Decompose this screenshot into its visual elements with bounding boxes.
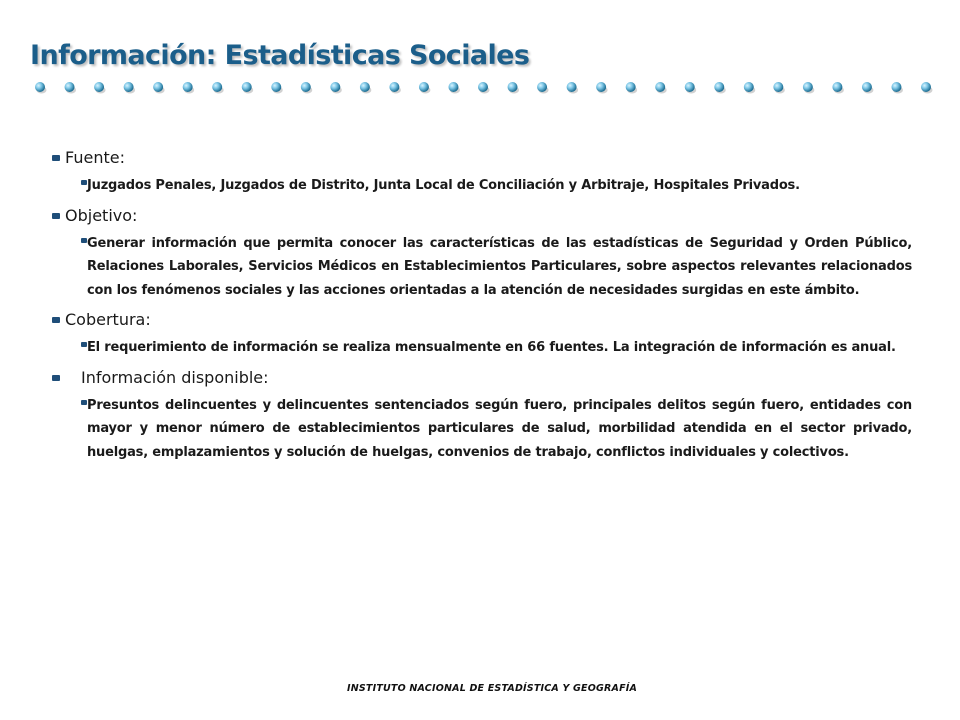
decorative-dot-divider [30, 78, 940, 98]
bullet-square-icon [52, 317, 60, 323]
divider-dot [153, 82, 163, 92]
divider-dot [271, 82, 281, 92]
bullet-square-icon [52, 155, 60, 161]
divider-dot [65, 82, 75, 92]
divider-dot [360, 82, 370, 92]
slide-title: Información: Estadísticas Sociales [30, 40, 530, 71]
divider-dot [714, 82, 724, 92]
divider-dot [242, 82, 252, 92]
divider-dot [508, 82, 518, 92]
divider-dot [330, 82, 340, 92]
divider-dot [183, 82, 193, 92]
sub-bullet-square-icon [81, 238, 87, 243]
divider-dot [626, 82, 636, 92]
bullet-square-icon [52, 375, 60, 381]
divider-dot [567, 82, 577, 92]
divider-dot [35, 82, 45, 92]
section-heading [52, 368, 912, 388]
section-fuente [52, 148, 912, 198]
section-heading [52, 148, 912, 168]
divider-dot [685, 82, 695, 92]
section-item-text: Juzgados Penales, Juzgados de Distrito, Junta Local de Conciliación y Arbitraje, Hospitales Privados. [87, 178, 800, 193]
divider-dot [389, 82, 399, 92]
section-item-text: Presuntos delincuentes y delincuentes sentenciados según fuero, principales delitos según fuero, entidades con mayor y menor número de establecimientos particulares de salud, morbilidad atendida en el sector privado, huelgas, emplazamientos y solución de huelgas, convenios de trabajo, conflictos individuales y colectivos. [87, 397, 912, 460]
divider-dot [212, 82, 222, 92]
section-heading [52, 206, 912, 226]
divider-dot [744, 82, 754, 92]
divider-dot [803, 82, 813, 92]
divider-dot [921, 82, 931, 92]
slide-body [52, 148, 912, 472]
section-item [87, 394, 912, 465]
sub-bullet-square-icon [81, 342, 87, 347]
section-item [87, 174, 912, 198]
section-heading [52, 310, 912, 330]
divider-dot [478, 82, 488, 92]
divider-dot [301, 82, 311, 92]
section-heading-text: Fuente: [65, 148, 125, 167]
section-heading-text: Objetivo: [65, 205, 138, 225]
section-informacion-disponible [52, 368, 912, 465]
bullet-square-icon [52, 213, 60, 219]
divider-dot [655, 82, 665, 92]
section-heading-text: Cobertura: [65, 310, 151, 329]
divider-dot [832, 82, 842, 92]
section-heading-text: Información disponible: [81, 367, 269, 387]
section-item-text: Generar información que permita conocer las características de las estadísticas de Seguridad y Orden Público, Relaciones Laborales, Servicios Médicos en Establecimientos Particulares, sobre aspectos relevantes relacionados con los fenómenos sociales y las acciones orientadas a la atención de necesidades surgidas en este ámbito. [87, 235, 912, 298]
divider-dot [891, 82, 901, 92]
divider-dot [448, 82, 458, 92]
divider-dot [596, 82, 606, 92]
divider-dot [537, 82, 547, 92]
section-item [87, 336, 912, 360]
divider-dot [94, 82, 104, 92]
divider-dot [124, 82, 134, 92]
section-item-text: El requerimiento de información se realiza mensualmente en 66 fuentes. La integración de información es anual. [87, 340, 896, 355]
divider-dot [862, 82, 872, 92]
sub-bullet-square-icon [81, 400, 87, 405]
divider-dot [773, 82, 783, 92]
section-item [87, 232, 912, 303]
section-cobertura [52, 310, 912, 360]
footer-institution: INSTITUTO NACIONAL DE ESTADÍSTICA Y GEOGRAFÍA [347, 683, 638, 694]
section-objetivo [52, 206, 912, 303]
divider-dot [419, 82, 429, 92]
sub-bullet-square-icon [81, 180, 87, 185]
